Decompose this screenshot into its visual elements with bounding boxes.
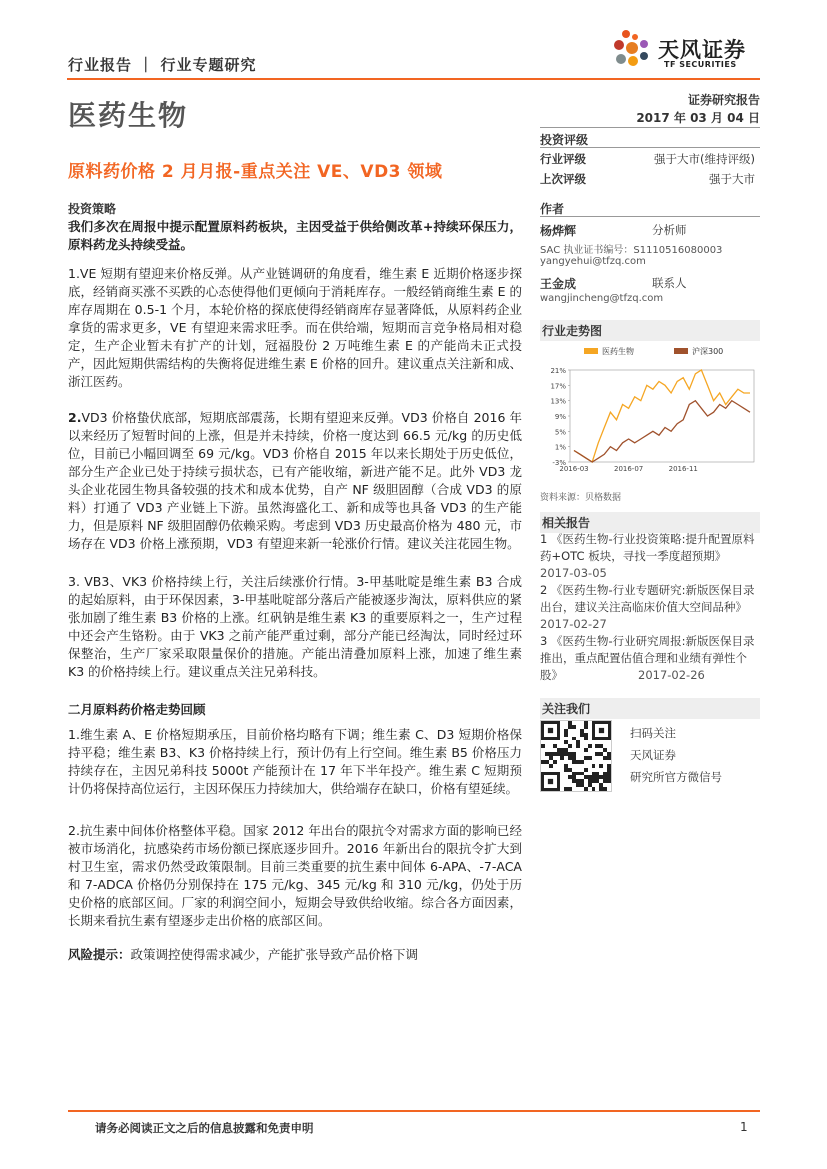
x-tick-label: 2016-03 — [559, 465, 589, 473]
header-rule — [67, 78, 760, 80]
related-date: 2017-03-05 — [540, 566, 607, 580]
rating-heading: 投资评级 — [540, 133, 589, 147]
qr-module — [541, 744, 545, 748]
qr-finder — [541, 772, 560, 791]
y-tick-label: 17% — [550, 382, 566, 391]
y-tick-label: 5% — [554, 428, 566, 437]
author-role: 联系人 — [652, 276, 687, 290]
logo-text-cn: 天风证券 — [658, 38, 746, 62]
y-tick-label: -3% — [552, 459, 566, 467]
report-type: 行业报告 ｜ 行业专题研究 — [68, 56, 257, 74]
author-role: 分析师 — [652, 223, 687, 237]
report-label: 证券研究报告 — [687, 93, 760, 107]
qr-module — [568, 744, 572, 748]
series-line — [574, 370, 750, 462]
qr-module — [584, 787, 588, 791]
qr-module — [584, 768, 588, 772]
author-email[interactable]: yangyehui@tfzq.com — [540, 256, 646, 267]
qr-module — [592, 787, 596, 791]
qr-module — [584, 725, 588, 729]
risk-label: 风险提示： — [68, 947, 131, 962]
author-email[interactable]: wangjincheng@tfzq.com — [540, 293, 664, 304]
paragraph-vb3-vk3: 3. VB3、VK3 价格持续上行，关注后续涨价行情。3-甲基吡啶是维生素 B3 合成的起始原料，由于环保因素，3-甲基吡啶部分落后产能被逐步淘汰，原料供应的紧张加剧了维生素 B3 价格的上涨。红矾钠是维生素 K3 的重要原料之一，生产过程中还会产生铬粉。由于 VK3 之前产能严重过剩，部分产能已经淘汰，同时经过环保整治，生产厂家采取限量保价的措施。产能出清叠加原料上涨，加速了维生素 K3 的价格持续上行。建议重点关注兄弟科技。 — [68, 574, 522, 679]
strategy-summary: 我们多次在周报中提示配置原料药板块，主因受益于供给侧改革+持续环保压力，原料药龙头持续受益。 — [68, 219, 522, 252]
related-item[interactable]: 2 《医药生物-行业专题研究:新版医保目录出台，建议关注高临床价值大空间品种》 — [540, 583, 755, 614]
sector-title: 医药生物 — [68, 99, 189, 132]
chart-source: 资料来源：贝格数据 — [540, 493, 622, 503]
report-title: 原料药价格 2 月月报-重点关注 VE、VD3 领域 — [68, 162, 443, 182]
qr-module — [576, 744, 580, 748]
related-date: 2017-02-26 — [638, 668, 705, 682]
qr-module — [553, 760, 557, 764]
related-item[interactable]: 1 《医药生物-行业投资策略:提升配置原料药+OTC 板块，寻找一季度超预期》 — [540, 532, 755, 563]
series-line — [574, 401, 750, 462]
legend-label: 医药生物 — [602, 347, 634, 356]
legend-label: 沪深300 — [692, 347, 724, 356]
authors-heading: 作者 — [540, 202, 565, 216]
disclaimer: 请务必阅读正文之后的信息披露和免责申明 — [95, 1121, 314, 1135]
follow-line: 研究所官方微信号 — [630, 770, 722, 784]
author-name: 杨烨辉 — [540, 224, 577, 238]
qr-module — [588, 744, 592, 748]
footer-rule — [68, 1110, 760, 1112]
review-paragraph-1: 1.维生素 A、E 价格短期承压，目前价格均略有下调；维生素 C、D3 短期价格保持平稳；维生素 B3、K3 价格持续上行，预计仍有上行空间。维生素 B5 价格压力持续存在，主因兄弟科技 5000t 产能预计在 17 年下半年投产。维生素 C 短期预计仍将保持高位运行，主因环保压力持续加大，供给端存在缺口，价格有望延续。 — [68, 727, 522, 796]
follow-heading: 关注我们 — [540, 698, 760, 719]
paragraph-vd3 — [68, 409, 522, 553]
qr-code — [540, 720, 612, 792]
qr-module — [564, 733, 568, 737]
y-tick-label: 13% — [550, 397, 566, 406]
prev-rating-value: 强于大市 — [709, 172, 755, 186]
qr-module — [607, 779, 611, 783]
author-cert: SAC 执业证书编号：S1110516080003 — [540, 245, 723, 256]
qr-module — [580, 760, 584, 764]
qr-finder — [541, 721, 560, 740]
review-heading: 二月原料药价格走势回顾 — [68, 702, 206, 717]
qr-module — [584, 737, 588, 741]
x-tick-label: 2016-11 — [668, 465, 698, 473]
review-paragraph-2: 2.抗生素中间体价格整体平稳。国家 2012 年出台的限抗令对需求方面的影响已经被市场消化，抗感染药市场份额已探底逐步回升。2016 年新出台的限抗令扩大到村卫生室，需求仍然受政策限制。目前三类重要的抗生素中间体 6-APA、-7-ACA 和 7-ADCA 价格仍分别保持在 175 元/kg、345 元/kg 和 310 元/kg，仍处于历史价格的底部区间。厂家的利润空间小，短期会导致供给收缩。综合各方面因素，长期来看抗生素有望逐步走出价格的底部区间。 — [68, 823, 522, 928]
trend-heading: 行业走势图 — [540, 320, 760, 341]
qr-module — [607, 756, 611, 760]
qr-module — [568, 787, 572, 791]
rating-value: 强于大市(维持评级) — [654, 152, 755, 166]
qr-module — [584, 748, 588, 752]
y-tick-label: 21% — [550, 367, 566, 375]
y-tick-label: 9% — [554, 413, 566, 421]
related-heading: 相关报告 — [540, 512, 760, 533]
strategy-heading: 投资策略 — [68, 202, 117, 216]
logo-icon — [612, 28, 650, 72]
qr-module — [603, 787, 607, 791]
qr-module — [588, 756, 592, 760]
legend-swatch — [674, 348, 688, 354]
related-list — [540, 531, 760, 684]
qr-module — [560, 756, 564, 760]
rating-label: 行业评级 — [540, 152, 586, 166]
logo-text-en: TF SECURITIES — [664, 60, 737, 69]
y-tick-label: 1% — [554, 443, 566, 452]
qr-finder — [592, 721, 611, 740]
trend-chart — [540, 340, 760, 480]
legend-swatch — [584, 348, 598, 354]
page-number: 1 — [740, 1120, 748, 1134]
paragraph-ve: 1.VE 短期有望迎来价格反弹。从产业链调研的角度看，维生素 E 近期价格逐步探底，经销商买涨不买跌的心态使得他们更倾向于消耗库存。一般经销商维生素 E 的库存周期在 0.5-1 个月，本轮价格的探底使得经销商库存显著降低，从原料药企业拿货的需求更多，VE 有望迎来需求旺季。而在供给端，短期而言竞争格局相对稳定，生产企业暂未有扩产的计划，冠福股份 2 万吨维生素 E 的产能尚未正式投产，因此短期供需结构的失衡将促进维生素 E 价格的回升。建议重点关注新和成、浙江医药。 — [68, 266, 522, 389]
divider — [540, 216, 760, 217]
related-date: 2017-02-27 — [540, 617, 607, 631]
follow-line: 天风证券 — [630, 748, 676, 762]
report-date: 2017 年 03 月 04 日 — [636, 111, 760, 125]
risk-text: 政策调控使得需求减少，产能扩张导致产品价格下调 — [130, 947, 419, 962]
x-tick-label: 2016-07 — [613, 465, 644, 473]
paragraph-number: 2. — [68, 410, 82, 425]
follow-line: 扫码关注 — [630, 726, 676, 740]
tf-logo — [612, 28, 762, 74]
qr-module — [549, 764, 553, 768]
qr-module — [599, 764, 603, 768]
author-name: 王金成 — [540, 277, 577, 291]
divider — [540, 147, 760, 148]
risk-warning — [68, 946, 522, 964]
prev-rating-label: 上次评级 — [540, 172, 586, 186]
related-item[interactable]: 3 《医药生物-行业研究周报:新版医保目录推出，重点配置估值合理和业绩有弹性个股》 — [540, 634, 755, 682]
qr-module — [592, 764, 596, 768]
qr-module — [572, 725, 576, 729]
divider — [540, 127, 760, 128]
paragraph-text: VD3 价格蛰伏底部，短期底部震荡，长期有望迎来反弹。VD3 价格自 2016 年以来经历了短暂时间的上涨，但是并未持续，价格一度达到 66.5 元/kg 的历史低位，目前已小幅回调至 69 元/kg。VD3 价格自 2015 年以来长期处于历史低位，部分生产企业已处于持续亏损状态，已有产能收缩，新进产能不足。此外 VD3 龙头企业花园生物具备较强的技术和成本优势，自产 NF 级胆固醇（合成 VD3 的原料）打通了 VD3 产业链上下游。虽然海盛化工、新和成等也具备 VD3 的生产能力，但是原料 NF 级胆固醇仍依赖采购。考虑到 VD3 历史最高价格为 480 元，市场存在 VD3 价格上涨预期，VD3 有望迎来新一轮涨价行情。建议关注花园生物。 — [68, 410, 522, 551]
